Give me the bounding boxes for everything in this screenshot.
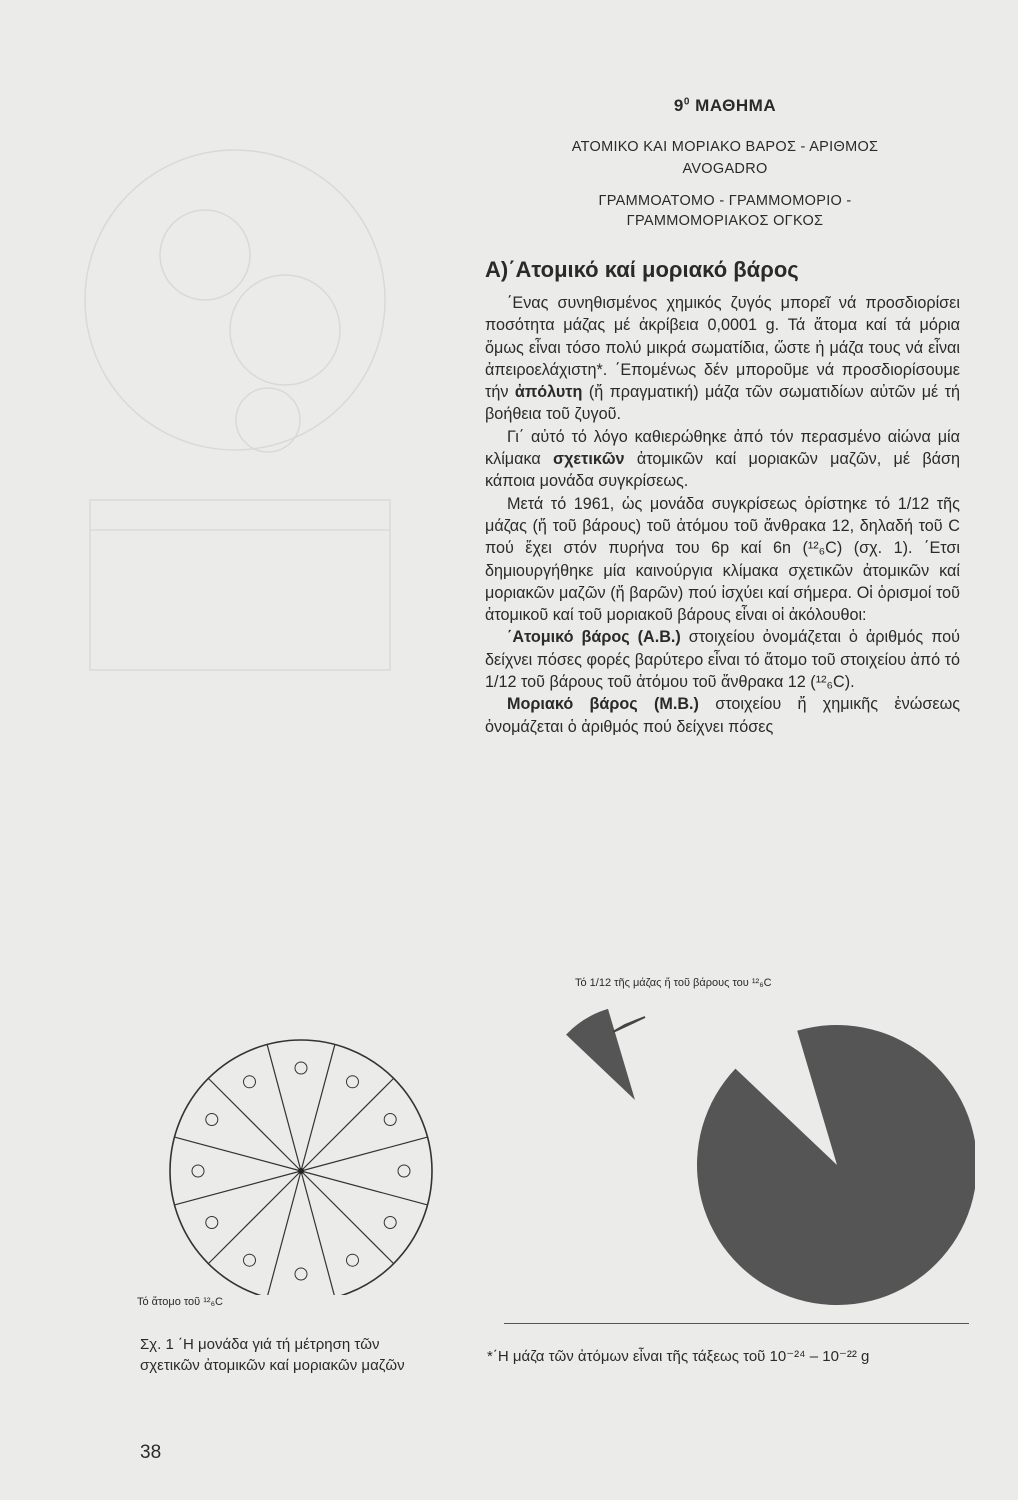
caption-line-1: Σχ. 1 ΄Η μονάδα γιά τή μέτρηση τῶν	[140, 1336, 380, 1353]
atom-center	[298, 1168, 304, 1174]
segment-line	[301, 1171, 428, 1205]
segment-line	[301, 1171, 394, 1264]
subtitle-line-4: ΓΡΑΜΜΟΜΟΡΙΑΚΟΣ ΟΓΚΟΣ	[626, 213, 824, 229]
segment-marker	[384, 1114, 396, 1126]
carbon-mass-pie	[545, 995, 975, 1310]
section-title: Α)΄Ατομικό καί μοριακό βάρος	[485, 257, 799, 282]
segment-line	[267, 1044, 301, 1171]
segment-line	[301, 1044, 335, 1171]
footnote-rule	[504, 1323, 969, 1324]
body-text	[485, 292, 960, 738]
lesson-heading	[560, 96, 890, 116]
caption-line-2: σχετικῶν ἀτομικῶν καί μοριακῶν μαζῶν	[140, 1357, 405, 1374]
lesson-number: 9	[673, 96, 684, 115]
lesson-number-sup: 0	[683, 96, 690, 108]
pie-remaining-mass	[697, 1025, 975, 1305]
atom-label: Τό ἄτομο τοῦ ¹²₆C	[137, 1296, 223, 1308]
segment-marker	[295, 1268, 307, 1280]
paragraph-4	[485, 626, 960, 693]
pie-label: Τό 1/12 τῆς μάζας ἤ τοῦ βάρους του ¹²₆C	[575, 977, 772, 989]
molecular-weight-term: Μοριακό βάρος (Μ.Β.)	[507, 695, 699, 714]
figure-caption	[140, 1334, 480, 1376]
paragraph-2-bold: σχετικῶν	[553, 450, 625, 469]
paragraph-2-text: Γι΄ αὐτό τό λόγο καθιερώθηκε ἀπό τόν περασμένο αἰώνα μία κλίμακα	[485, 427, 960, 469]
atomic-weight-term: ΄Ατομικό βάρος (Α.Β.)	[507, 628, 681, 647]
segment-line	[174, 1137, 301, 1171]
segment-marker	[244, 1254, 256, 1266]
segment-marker	[347, 1254, 359, 1266]
segment-marker	[295, 1062, 307, 1074]
paragraph-4-text: στοιχείου ὀνομάζεται ὁ ἀριθμός πού δείχνει πόσες φορές βαρύτερο εἶναι τό ἄτομο τοῦ στοιχείου ἀπό τό 1/12 τοῦ βάρους τοῦ ἀτόμου τοῦ ἄνθρακα 12 (	[485, 628, 960, 692]
segment-marker	[206, 1114, 218, 1126]
segment-marker	[398, 1165, 410, 1177]
carbon-isotope: ¹²₆C	[815, 673, 845, 692]
page-number: 38	[140, 1442, 162, 1463]
segment-marker	[192, 1165, 204, 1177]
segment-line	[301, 1078, 394, 1171]
subtitle-line-3: ΓΡΑΜΜΟΑΤΟΜΟ - ΓΡΑΜΜΟΜΟΡΙΟ -	[598, 193, 852, 209]
segment-marker	[244, 1076, 256, 1088]
paragraph-5	[485, 693, 960, 738]
paragraph-2-end: ἀτομικῶν καί μοριακῶν μαζῶν, μέ βάση κάποια μονάδα συγκρίσεως.	[485, 450, 960, 491]
paragraph-3	[485, 493, 960, 627]
segment-line	[301, 1137, 428, 1171]
carbon-isotope: ¹²₆C	[807, 539, 837, 558]
subtitle-line-2: AVOGADRO	[682, 161, 768, 177]
segment-line	[208, 1171, 301, 1264]
paragraph-4-end: ).	[844, 673, 855, 692]
segment-line	[208, 1078, 301, 1171]
pie-one-twelfth-slice	[566, 1009, 635, 1100]
paragraph-1-bold: ἀπόλυτη	[514, 383, 583, 402]
atom-outline	[170, 1040, 432, 1295]
paragraph-2	[485, 426, 960, 493]
segment-marker	[347, 1076, 359, 1088]
segment-marker	[384, 1217, 396, 1229]
footnote: *΄Η μάζα τῶν ἀτόμων εἶναι τῆς τάξεως τοῦ 10⁻²⁴ – 10⁻²² g	[487, 1348, 870, 1365]
paragraph-1-text: ΄Ενας συνηθισμένος χημικός ζυγός μπορεῖ νά προσδιορίσει ποσότητα μάζας μέ ἀκρίβεια 0,0001 g. Τά ἄτομα καί τά μόρια ὅμως εἶναι τόσο πολύ μικρά σωματίδια, ὥστε ἡ μάζα τους νά εἶναι ἀπειροελάχιστη*. ΄Επομένως δέν μποροῦμε νά προσδιορίσουμε τήν	[485, 294, 960, 402]
paragraph-5-text: στοιχείου ἤ χημικῆς ἑνώσεως ὀνομάζεται ὁ ἀριθμός πού δείχνει πόσες	[485, 695, 961, 736]
paragraph-3-text: Μετά τό 1961, ὡς μονάδα συγκρίσεως ὁρίστηκε τό 1/12 τῆς μάζας (ἤ τοῦ βάρους) τοῦ ἀτόμου τοῦ ἄνθρακα 12, δηλαδή τοῦ C πού ἔχει στόν πυρήνα του 6p καί 6n (	[485, 494, 960, 558]
paragraph-1-end: (ἤ πραγματική) μάζα τῶν σωματιδίων αὐτῶν μέ τή βοήθεια τοῦ ζυγοῦ.	[485, 383, 961, 424]
segment-marker	[206, 1217, 218, 1229]
arrow-icon	[613, 1017, 645, 1032]
segment-line	[174, 1171, 301, 1205]
lesson-word: ΜΑΘΗΜΑ	[695, 96, 777, 115]
carbon-atom-diagram	[160, 1030, 450, 1295]
subtitle-line-1: ΑΤΟΜΙΚΟ ΚΑΙ ΜΟΡΙΑΚΟ ΒΑΡΟΣ - ΑΡΙΘΜΟΣ	[571, 139, 879, 155]
paragraph-3-end: ) (σχ. 1). ΄Ετσι δημιουργήθηκε μία καινούργια κλίμακα σχετικῶν ἀτομικῶν καί μοριακῶν μαζῶν (ἤ βαρῶν) πού ἰσχύει καί σήμερα. Οἱ ὁρισμοί τοῦ ἀτομικοῦ καί τοῦ μοριακοῦ βάρους εἶναι οἱ ἀκόλουθοι:	[485, 539, 960, 625]
paragraph-1	[485, 292, 960, 426]
